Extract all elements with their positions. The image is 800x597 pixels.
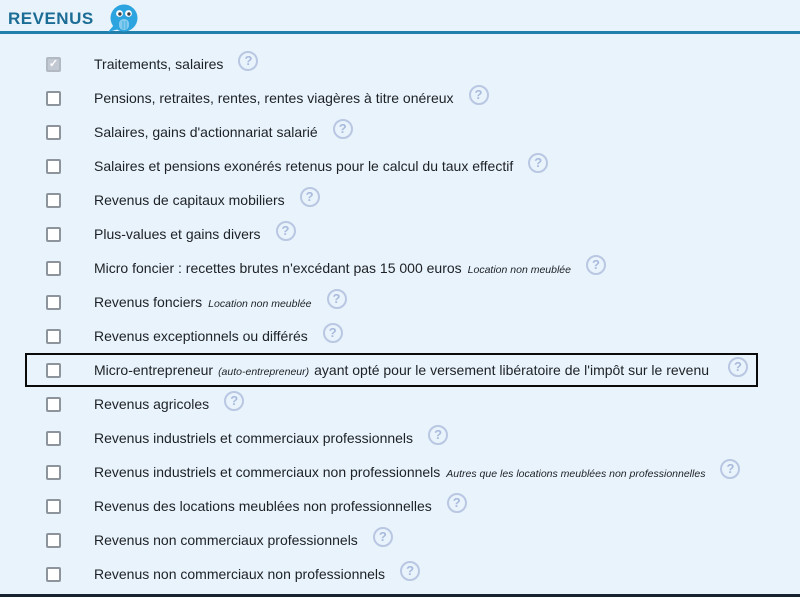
row-label-text: Revenus industriels et commerciaux professionnels	[94, 430, 414, 446]
row-label	[94, 464, 705, 480]
row-label-note: Location non meublée	[208, 298, 312, 310]
row-label	[94, 362, 709, 378]
checkbox-checked: ✓	[46, 57, 61, 72]
help-icon[interactable]: ?	[224, 391, 244, 411]
page-title: REVENUS	[8, 8, 94, 28]
row-label-text: Salaires et pensions exonérés retenus pour le calcul du taux effectif	[94, 158, 514, 174]
row-label	[94, 260, 571, 276]
checkbox[interactable]	[46, 159, 61, 174]
revenue-row	[0, 81, 800, 115]
row-label	[94, 124, 318, 140]
checkbox[interactable]	[46, 329, 61, 344]
checkbox[interactable]	[46, 363, 61, 378]
row-label-text: Micro foncier : recettes brutes n'excédant pas 15 000 euros	[94, 260, 462, 276]
help-icon[interactable]: ?	[400, 561, 420, 581]
help-icon[interactable]: ?	[469, 85, 489, 105]
revenue-row	[0, 421, 800, 455]
row-label-text: Revenus non commerciaux professionnels	[94, 532, 358, 548]
revenue-row	[0, 523, 800, 557]
row-label-text: Plus-values et gains divers	[94, 226, 261, 242]
help-icon[interactable]: ?	[238, 51, 258, 71]
row-label-note: Autres que les locations meublées non professionnelles	[446, 468, 706, 480]
help-icon[interactable]: ?	[276, 221, 296, 241]
revenue-row	[0, 47, 800, 81]
row-label-text-continued: ayant opté pour le versement libératoire de l'impôt sur le revenu	[314, 362, 710, 378]
revenue-row	[0, 387, 800, 421]
checkbox[interactable]	[46, 125, 61, 140]
row-label-note: Location non meublée	[467, 264, 571, 276]
revenue-row	[0, 319, 800, 353]
help-icon[interactable]: ?	[323, 323, 343, 343]
checkbox[interactable]	[46, 431, 61, 446]
row-label-text: Revenus des locations meublées non professionnelles	[94, 498, 432, 514]
help-icon[interactable]: ?	[333, 119, 353, 139]
row-label	[94, 566, 385, 582]
help-icon[interactable]: ?	[447, 493, 467, 513]
row-label	[94, 192, 285, 208]
row-label	[94, 328, 308, 344]
row-label-text: Pensions, retraites, rentes, rentes viagères à titre onéreux	[94, 90, 454, 106]
row-label	[94, 430, 413, 446]
row-label	[94, 90, 454, 106]
checkbox[interactable]	[46, 465, 61, 480]
revenue-row	[0, 149, 800, 183]
help-icon[interactable]: ?	[586, 255, 606, 275]
checkbox[interactable]	[46, 567, 61, 582]
revenue-row	[0, 285, 800, 319]
row-label-text: Micro-entrepreneur	[94, 362, 214, 378]
help-icon[interactable]: ?	[300, 187, 320, 207]
row-label	[94, 532, 358, 548]
row-label	[94, 226, 261, 242]
row-label	[94, 498, 432, 514]
checkbox[interactable]	[46, 499, 61, 514]
help-icon[interactable]: ?	[373, 527, 393, 547]
row-label	[94, 294, 312, 310]
revenue-row	[0, 251, 800, 285]
row-label	[94, 396, 209, 412]
checkbox[interactable]	[46, 227, 61, 242]
row-label	[94, 158, 513, 174]
row-label	[94, 56, 223, 72]
help-icon[interactable]: ?	[728, 357, 748, 377]
revenue-row-highlighted	[25, 353, 758, 387]
help-assistant-icon[interactable]	[104, 4, 142, 34]
row-label-text: Revenus de capitaux mobiliers	[94, 192, 285, 208]
checkbox[interactable]	[46, 193, 61, 208]
checkbox[interactable]	[46, 261, 61, 276]
revenue-row	[0, 217, 800, 251]
revenue-row	[0, 183, 800, 217]
checkbox[interactable]	[46, 533, 61, 548]
row-label-text: Traitements, salaires	[94, 56, 224, 72]
revenue-row	[0, 455, 800, 489]
help-icon[interactable]: ?	[720, 459, 740, 479]
row-label-text: Revenus non commerciaux non professionnels	[94, 566, 386, 582]
checkbox[interactable]	[46, 91, 61, 106]
row-label-text: Revenus exceptionnels ou différés	[94, 328, 308, 344]
help-icon[interactable]: ?	[528, 153, 548, 173]
revenue-list	[0, 34, 800, 591]
revenue-row	[0, 115, 800, 149]
section-header	[0, 0, 800, 34]
checkbox[interactable]	[46, 295, 61, 310]
row-label-note: (auto-entrepreneur)	[218, 366, 310, 378]
revenue-row	[0, 557, 800, 591]
row-label-text: Salaires, gains d'actionnariat salarié	[94, 124, 318, 140]
row-label-text: Revenus agricoles	[94, 396, 210, 412]
row-label-text: Revenus industriels et commerciaux non professionnels	[94, 464, 441, 480]
revenue-row	[0, 489, 800, 523]
help-icon[interactable]: ?	[327, 289, 347, 309]
row-label-text: Revenus fonciers	[94, 294, 203, 310]
checkbox[interactable]	[46, 397, 61, 412]
help-icon[interactable]: ?	[428, 425, 448, 445]
